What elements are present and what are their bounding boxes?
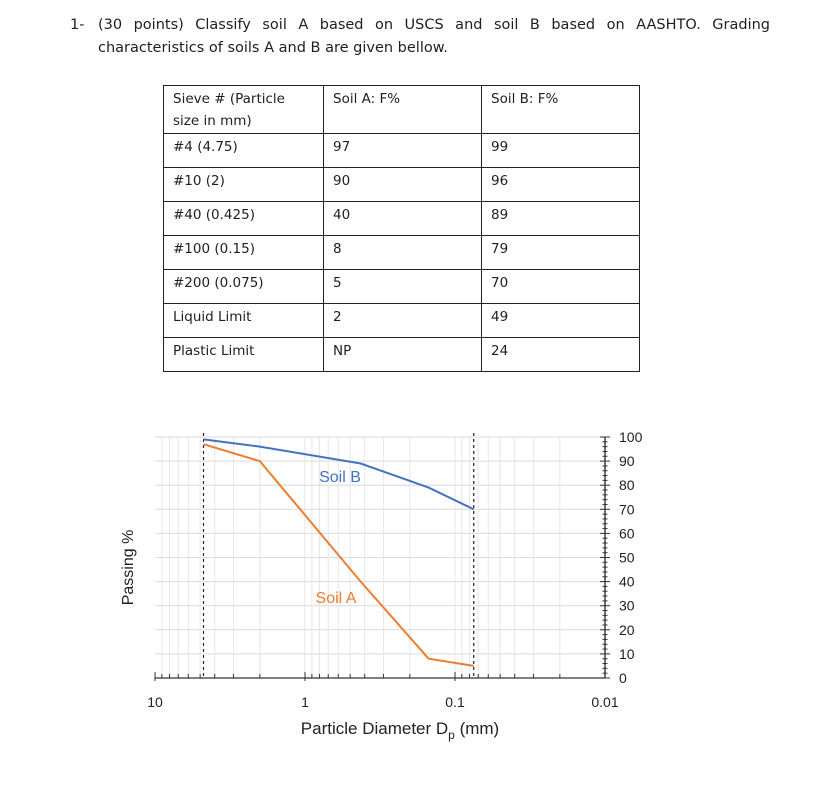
table-row	[164, 202, 640, 236]
header-sieve: Sieve # (Particle size in mm)	[164, 86, 324, 134]
y-axis-title: Passing %	[120, 529, 137, 606]
cell-soil-b: 89	[482, 202, 640, 236]
series-label-soil-b: Soil B	[319, 469, 361, 486]
label-layer	[120, 429, 643, 742]
cell-soil-a: 8	[324, 236, 482, 270]
y-tick-label: 30	[619, 597, 635, 614]
grain-size-chart	[100, 420, 660, 754]
cell-sieve: Plastic Limit	[164, 338, 324, 372]
cell-soil-a: NP	[324, 338, 482, 372]
grain-size-chart-svg	[100, 420, 660, 750]
y-tick-label: 0	[619, 670, 627, 686]
cell-soil-b: 70	[482, 270, 640, 304]
table-row	[164, 236, 640, 270]
x-axis-title-subscript: p	[448, 728, 455, 742]
table-header-row	[164, 86, 640, 134]
y-tick-label: 60	[619, 525, 635, 542]
cell-soil-b: 24	[482, 338, 640, 372]
cell-soil-b: 49	[482, 304, 640, 338]
cell-sieve: #4 (4.75)	[164, 134, 324, 168]
cell-soil-b: 79	[482, 236, 640, 270]
y-tick-label: 80	[619, 477, 635, 494]
y-tick-label: 20	[619, 621, 635, 638]
y-tick-label: 40	[619, 573, 635, 590]
x-axis-title-main: Particle Diameter D	[300, 719, 449, 738]
cell-soil-b: 99	[482, 134, 640, 168]
x-tick-label: 1	[301, 694, 309, 710]
cell-sieve: #100 (0.15)	[164, 236, 324, 270]
cell-soil-b: 96	[482, 168, 640, 202]
x-tick-label: 0.1	[445, 694, 465, 710]
grading-table	[163, 85, 640, 372]
table-row	[164, 338, 640, 372]
x-axis-title	[301, 719, 499, 742]
question-number: 1-	[70, 17, 85, 33]
header-soil-a: Soil A: F%	[324, 86, 482, 134]
y-tick-label: 70	[619, 501, 635, 518]
header-soil-b: Soil B: F%	[482, 86, 640, 134]
y-tick-label: 100	[619, 429, 643, 445]
question-text: (30 points) Classify soil A based on USCS and soil B based on AASHTO. Grading characteristics of soils A and B are given bellow.	[98, 17, 770, 56]
grid-layer	[155, 437, 605, 678]
cell-soil-a: 5	[324, 270, 482, 304]
y-tick-label: 90	[619, 453, 635, 470]
y-tick-label: 10	[619, 645, 635, 662]
cell-sieve: #10 (2)	[164, 168, 324, 202]
x-tick-label: 0.01	[591, 694, 619, 710]
table-row	[164, 304, 640, 338]
y-tick-label: 50	[619, 549, 635, 566]
table-row	[164, 168, 640, 202]
x-tick-label: 10	[147, 694, 163, 710]
cell-sieve: #200 (0.075)	[164, 270, 324, 304]
series-label-soil-a: Soil A	[315, 590, 357, 607]
cell-soil-a: 90	[324, 168, 482, 202]
cell-sieve: #40 (0.425)	[164, 202, 324, 236]
cell-soil-a: 97	[324, 134, 482, 168]
cell-soil-a: 2	[324, 304, 482, 338]
cell-soil-a: 40	[324, 202, 482, 236]
x-axis-title-unit: (mm)	[454, 719, 500, 738]
table-row	[164, 270, 640, 304]
cell-sieve: Liquid Limit	[164, 304, 324, 338]
table-row	[164, 134, 640, 168]
